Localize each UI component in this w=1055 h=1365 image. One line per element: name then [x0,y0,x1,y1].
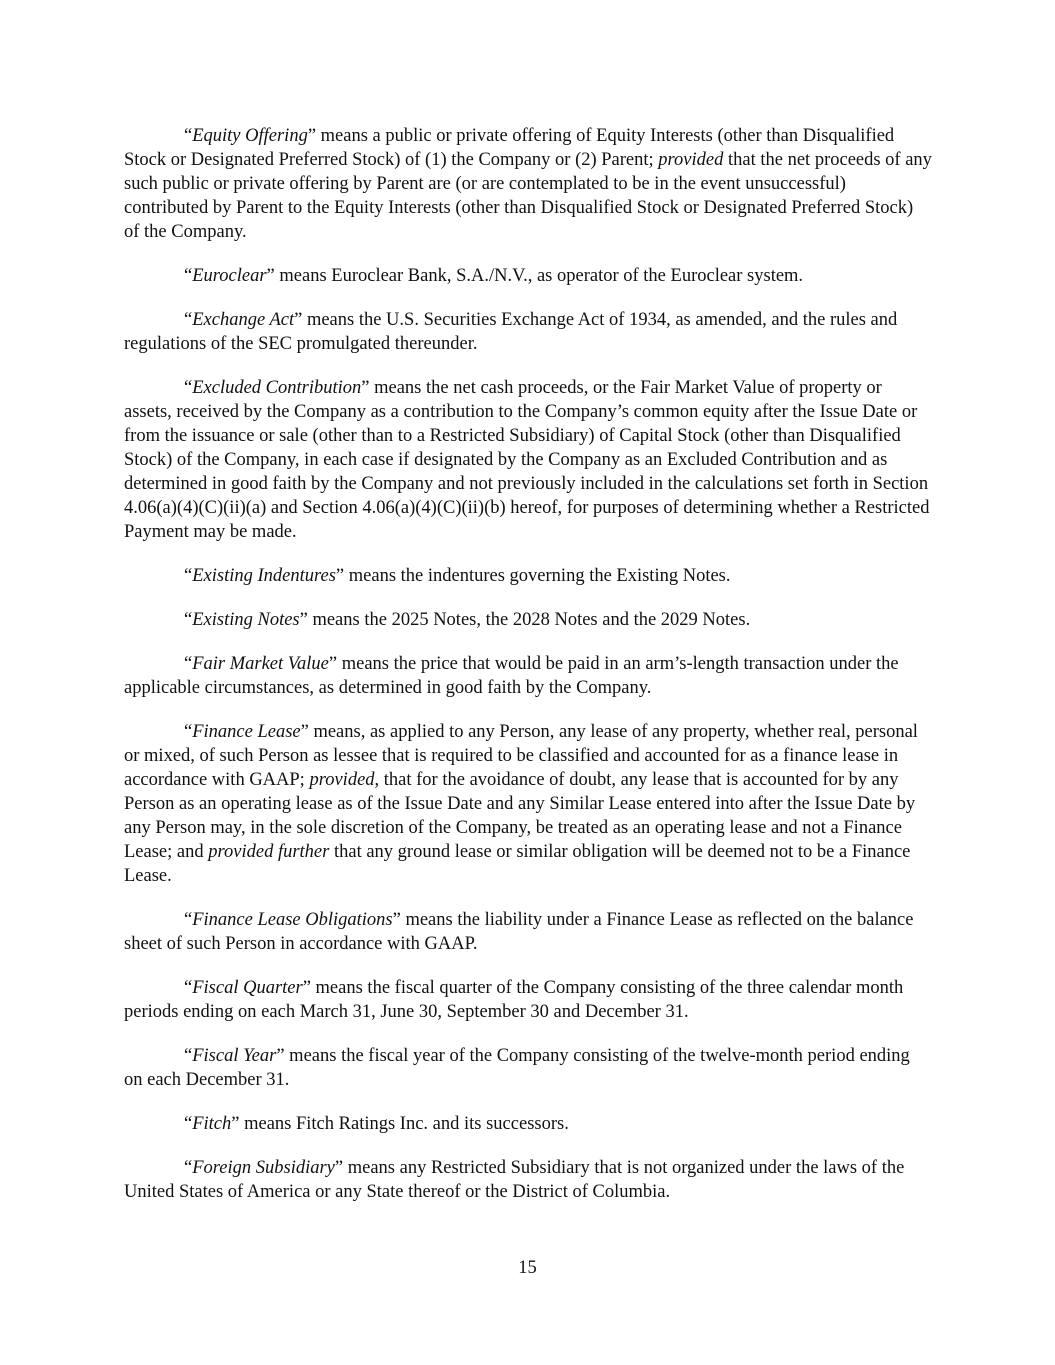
defined-term: Exchange Act [192,310,295,330]
definition-exchange-act: “Exchange Act” means the U.S. Securities Exchange Act of 1934, as amended, and the rules and regulations of the SEC promulgated thereunder. [124,310,898,354]
definition-existing-notes: “Existing Notes” means the 2025 Notes, the 2028 Notes and the 2029 Notes. [184,610,751,630]
definition-existing-indentures: “Existing Indentures” means the indentures governing the Existing Notes. [184,566,731,586]
defined-term: Excluded Contribution [192,378,362,398]
definition-fiscal-quarter: “Fiscal Quarter” means the fiscal quarter of the Company consisting of the three calendar month periods ending on each March 31, June 30, September 30 and December 31. [124,978,904,1022]
document-body [124,124,932,1224]
definition-fair-market-value: “Fair Market Value” means the price that would be paid in an arm’s-length transaction under the applicable circumstances, as determined in good faith by the Company. [124,654,899,698]
defined-term: Existing Notes [192,610,300,630]
defined-term: Finance Lease [192,722,301,742]
defined-term: Foreign Subsidiary [192,1158,335,1178]
definition-fiscal-year: “Fiscal Year” means the fiscal year of the Company consisting of the twelve-month period ending on each December 31. [124,1046,910,1090]
definition-euroclear: “Euroclear” means Euroclear Bank, S.A./N.V., as operator of the Euroclear system. [184,266,804,286]
page-number: 15 [518,1258,537,1278]
defined-term: Equity Offering [192,126,308,146]
definition-finance-lease-obligations: “Finance Lease Obligations” means the liability under a Finance Lease as reflected on the balance sheet of such Person in accordance with GAAP. [124,910,914,954]
defined-term: Finance Lease Obligations [192,910,393,930]
defined-term: Fair Market Value [192,654,329,674]
definition-equity-offering: “Equity Offering” means a public or private offering of Equity Interests (other than Disqualified Stock or Designated Preferred Stock) of (1) the Company or (2) Parent; provided that the net proceeds of any such public or private offering by Parent are (or are contemplated to be in the event unsuccessful) contributed by Parent to the Equity Interests (other than Disqualified Stock or Designated Preferred Stock) of the Company. [124,126,932,242]
defined-term: Fiscal Quarter [192,978,303,998]
defined-term: Fiscal Year [192,1046,277,1066]
definition-foreign-subsidiary: “Foreign Subsidiary” means any Restricted Subsidiary that is not organized under the laws of the United States of America or any State thereof or the District of Columbia. [124,1158,905,1202]
definition-fitch: “Fitch” means Fitch Ratings Inc. and its successors. [184,1114,569,1134]
defined-term: Euroclear [192,266,267,286]
definition-finance-lease: “Finance Lease” means, as applied to any Person, any lease of any property, whether real, personal or mixed, of such Person as lessee that is required to be classified and accounted for as a finance lease in accordance with GAAP; provided, that for the avoidance of doubt, any lease that is accounted for by any Person as an operating lease as of the Issue Date and any Similar Lease entered into after the Issue Date by any Person may, in the sole discretion of the Company, be treated as an operating lease and not a Finance Lease; and provided further that any ground lease or similar obligation will be deemed not to be a Finance Lease. [124,722,918,886]
defined-term: Fitch [192,1114,232,1134]
definition-excluded-contribution: “Excluded Contribution” means the net cash proceeds, or the Fair Market Value of property or assets, received by the Company as a contribution to the Company’s common equity after the Issue Date or from the issuance or sale (other than to a Restricted Subsidiary) of Capital Stock (other than Disqualified Stock) of the Company, in each case if designated by the Company as an Excluded Contribution and as determined in good faith by the Company and not previously included in the calculations set forth in Section 4.06(a)(4)(C)(ii)(a) and Section 4.06(a)(4)(C)(ii)(b) hereof, for purposes of determining whether a Restricted Payment may be made. [124,378,930,542]
defined-term: Existing Indentures [192,566,336,586]
